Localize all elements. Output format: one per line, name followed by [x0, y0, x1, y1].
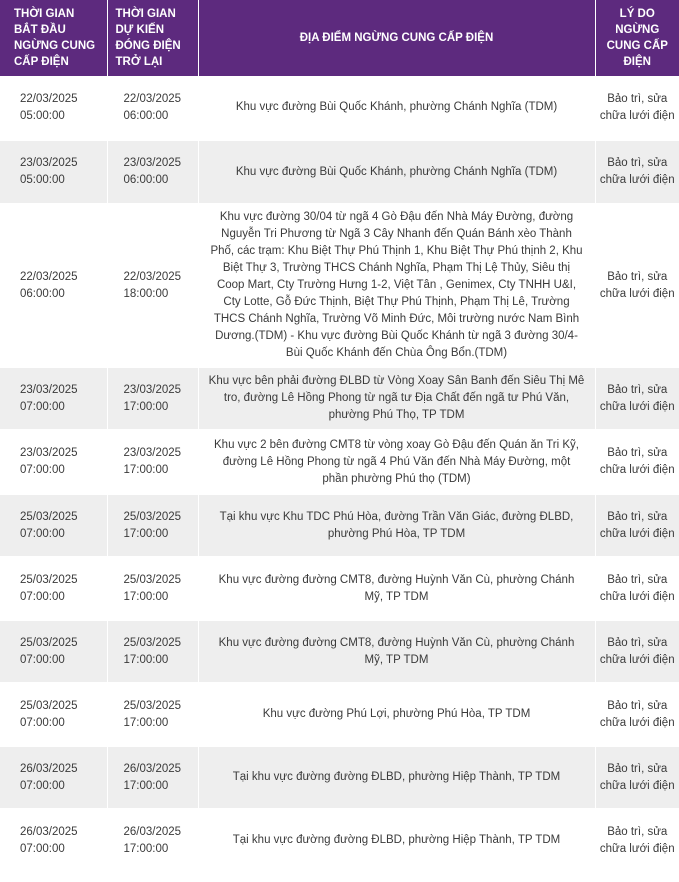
start-date: 25/03/2025	[20, 510, 78, 523]
start-date: 23/03/2025	[20, 157, 78, 169]
location-cell: Khu vực đường 30/04 từ ngã 4 Gò Đậu đến Nhà Máy Đường, đường Nguyễn Tri Phương từ Ngã 3 Cây Nhanh đến Quán Bánh xèo Thành Phố, các trạm: Khu Biệt Thự Phú Thịnh 1, Khu Biệt Thự Phú thịnh 2, Khu Biệt Thự 3, Trường THCS Chánh Nghĩa, Phạm Thị Lệ Thủy, Siêu thị Coop Mart, Cty Trường Hưng 1-2, Việt Tân , Genimex, Cty TNHH U&I, Cty Lotte, Gỗ Đức Thịnh, Biệt Thự Phú Thịnh, Phạm Thị Lê, Trường THCS Chánh Nghĩa, Trường Võ Minh Đức, Môi trường nước Nam Bình Dương.(TDM) - Khu vực đường Bùi Quốc Khánh từ ngã 3 đường 30/4-Bùi Quốc Khánh đến Chùa Ông Bổn.(TDM)	[198, 204, 595, 367]
end-time-cell	[107, 557, 198, 620]
end-time-cell	[107, 683, 198, 746]
start-time: 07:00:00	[20, 464, 65, 476]
start-time-cell	[0, 204, 107, 367]
start-time: 06:00:00	[20, 287, 65, 300]
start-time-cell	[0, 367, 107, 430]
end-time: 17:00:00	[123, 464, 169, 476]
end-time: 17:00:00	[123, 842, 169, 855]
location-cell: Khu vực đường Bùi Quốc Khánh, phường Chánh Nghĩa (TDM)	[198, 140, 595, 204]
reason-cell: Bảo trì, sửa chữa lưới điện	[595, 683, 679, 746]
reason-cell: Bảo trì, sửa chữa lưới điện	[595, 204, 679, 367]
start-time: 07:00:00	[20, 400, 65, 413]
table-row	[0, 204, 679, 367]
end-time: 17:00:00	[123, 779, 169, 792]
location-cell: Khu vực bên phải đường ĐLBD từ Vòng Xoay Sân Banh đến Siêu Thị Mê tro, đường Lê Hồng Phong từ ngã tư Địa Chất đến ngã tư Phú Văn, phường Phú Thọ, TP TDM	[198, 367, 595, 430]
table-row	[0, 620, 679, 683]
end-time: 17:00:00	[123, 400, 169, 413]
reason-cell: Bảo trì, sửa chữa lưới điện	[595, 620, 679, 683]
end-time-cell	[107, 430, 198, 494]
end-time-cell	[107, 746, 198, 809]
end-time-cell	[107, 140, 198, 204]
start-time-cell	[0, 746, 107, 809]
table-row	[0, 557, 679, 620]
start-date: 25/03/2025	[20, 699, 78, 712]
column-header-start-time: THỜI GIAN BẮT ĐẦU NGỪNG CUNG CẤP ĐIỆN	[0, 0, 107, 76]
table-row	[0, 367, 679, 430]
start-time-cell	[0, 140, 107, 204]
column-header-reason: LÝ DO NGỪNG CUNG CẤP ĐIỆN	[595, 0, 679, 76]
table-row	[0, 683, 679, 746]
end-time-cell	[107, 809, 198, 872]
start-date: 26/03/2025	[20, 762, 78, 775]
reason-cell: Bảo trì, sửa chữa lưới điện	[595, 809, 679, 872]
end-date: 23/03/2025	[123, 383, 182, 396]
reason-cell: Bảo trì, sửa chữa lưới điện	[595, 367, 679, 430]
end-time: 06:00:00	[123, 109, 169, 122]
start-time-cell	[0, 809, 107, 872]
start-time-cell	[0, 76, 107, 140]
start-time: 07:00:00	[20, 842, 65, 855]
end-time: 06:00:00	[123, 174, 169, 186]
start-time: 07:00:00	[20, 527, 65, 540]
end-date: 26/03/2025	[123, 825, 182, 838]
end-date: 25/03/2025	[123, 573, 182, 586]
start-time: 07:00:00	[20, 716, 65, 729]
start-time-cell	[0, 683, 107, 746]
location-cell: Tại khu vực Khu TDC Phú Hòa, đường Trần Văn Giác, đường ĐLBD, phường Phú Hòa, TP TDM	[198, 494, 595, 557]
start-date: 23/03/2025	[20, 447, 78, 459]
end-date: 22/03/2025	[123, 270, 182, 283]
end-date: 23/03/2025	[123, 447, 182, 459]
location-cell: Tại khu vực đường đường ĐLBD, phường Hiệp Thành, TP TDM	[198, 746, 595, 809]
table-row	[0, 430, 679, 494]
start-time: 05:00:00	[20, 174, 65, 186]
start-date: 26/03/2025	[20, 825, 78, 838]
start-time-cell	[0, 494, 107, 557]
start-time: 07:00:00	[20, 590, 65, 603]
table-header	[0, 0, 679, 76]
start-time-cell	[0, 620, 107, 683]
location-cell: Khu vực đường đường CMT8, đường Huỳnh Văn Cù, phường Chánh Mỹ, TP TDM	[198, 620, 595, 683]
start-date: 23/03/2025	[20, 383, 78, 396]
end-time: 18:00:00	[123, 287, 169, 300]
start-time-cell	[0, 557, 107, 620]
location-cell: Khu vực 2 bên đường CMT8 từ vòng xoay Gò Đậu đến Quán ăn Tri Kỹ, đường Lê Hồng Phong từ ngã 4 Phú Văn đến Nhà Máy Đường, một phần phường Phú thọ (TDM)	[198, 430, 595, 494]
header-row	[0, 0, 679, 76]
location-cell: Khu vực đường đường CMT8, đường Huỳnh Văn Cù, phường Chánh Mỹ, TP TDM	[198, 557, 595, 620]
end-date: 22/03/2025	[123, 92, 182, 105]
end-time: 17:00:00	[123, 653, 169, 666]
table-row	[0, 809, 679, 872]
end-date: 26/03/2025	[123, 762, 182, 775]
end-time-cell	[107, 76, 198, 140]
table-row	[0, 140, 679, 204]
location-cell: Tại khu vực đường đường ĐLBD, phường Hiệp Thành, TP TDM	[198, 809, 595, 872]
reason-cell: Bảo trì, sửa chữa lưới điện	[595, 140, 679, 204]
reason-cell: Bảo trì, sửa chữa lưới điện	[595, 746, 679, 809]
table-row	[0, 76, 679, 140]
end-date: 25/03/2025	[123, 699, 182, 712]
end-time: 17:00:00	[123, 527, 169, 540]
start-date: 25/03/2025	[20, 636, 78, 649]
start-date: 22/03/2025	[20, 92, 78, 105]
location-cell: Khu vực đường Bùi Quốc Khánh, phường Chánh Nghĩa (TDM)	[198, 76, 595, 140]
reason-cell: Bảo trì, sửa chữa lưới điện	[595, 557, 679, 620]
end-time-cell	[107, 367, 198, 430]
column-header-location: ĐỊA ĐIỂM NGỪNG CUNG CẤP ĐIỆN	[198, 0, 595, 76]
end-date: 23/03/2025	[123, 157, 182, 169]
end-time-cell	[107, 620, 198, 683]
start-time: 07:00:00	[20, 779, 65, 792]
start-time: 07:00:00	[20, 653, 65, 666]
location-cell: Khu vực đường Phú Lợi, phường Phú Hòa, TP TDM	[198, 683, 595, 746]
end-time: 17:00:00	[123, 716, 169, 729]
table-row	[0, 746, 679, 809]
end-time-cell	[107, 494, 198, 557]
end-date: 25/03/2025	[123, 510, 182, 523]
start-date: 22/03/2025	[20, 270, 78, 283]
start-time: 05:00:00	[20, 109, 65, 122]
table-row	[0, 494, 679, 557]
reason-cell: Bảo trì, sửa chữa lưới điện	[595, 76, 679, 140]
table-body	[0, 76, 679, 872]
end-time-cell	[107, 204, 198, 367]
reason-cell: Bảo trì, sửa chữa lưới điện	[595, 430, 679, 494]
reason-cell: Bảo trì, sửa chữa lưới điện	[595, 494, 679, 557]
column-header-expected-restore-time: THỜI GIAN DỰ KIẾN ĐÓNG ĐIỆN TRỞ LẠI	[107, 0, 198, 76]
end-date: 25/03/2025	[123, 636, 182, 649]
start-time-cell	[0, 430, 107, 494]
end-time: 17:00:00	[123, 590, 169, 603]
start-date: 25/03/2025	[20, 573, 78, 586]
